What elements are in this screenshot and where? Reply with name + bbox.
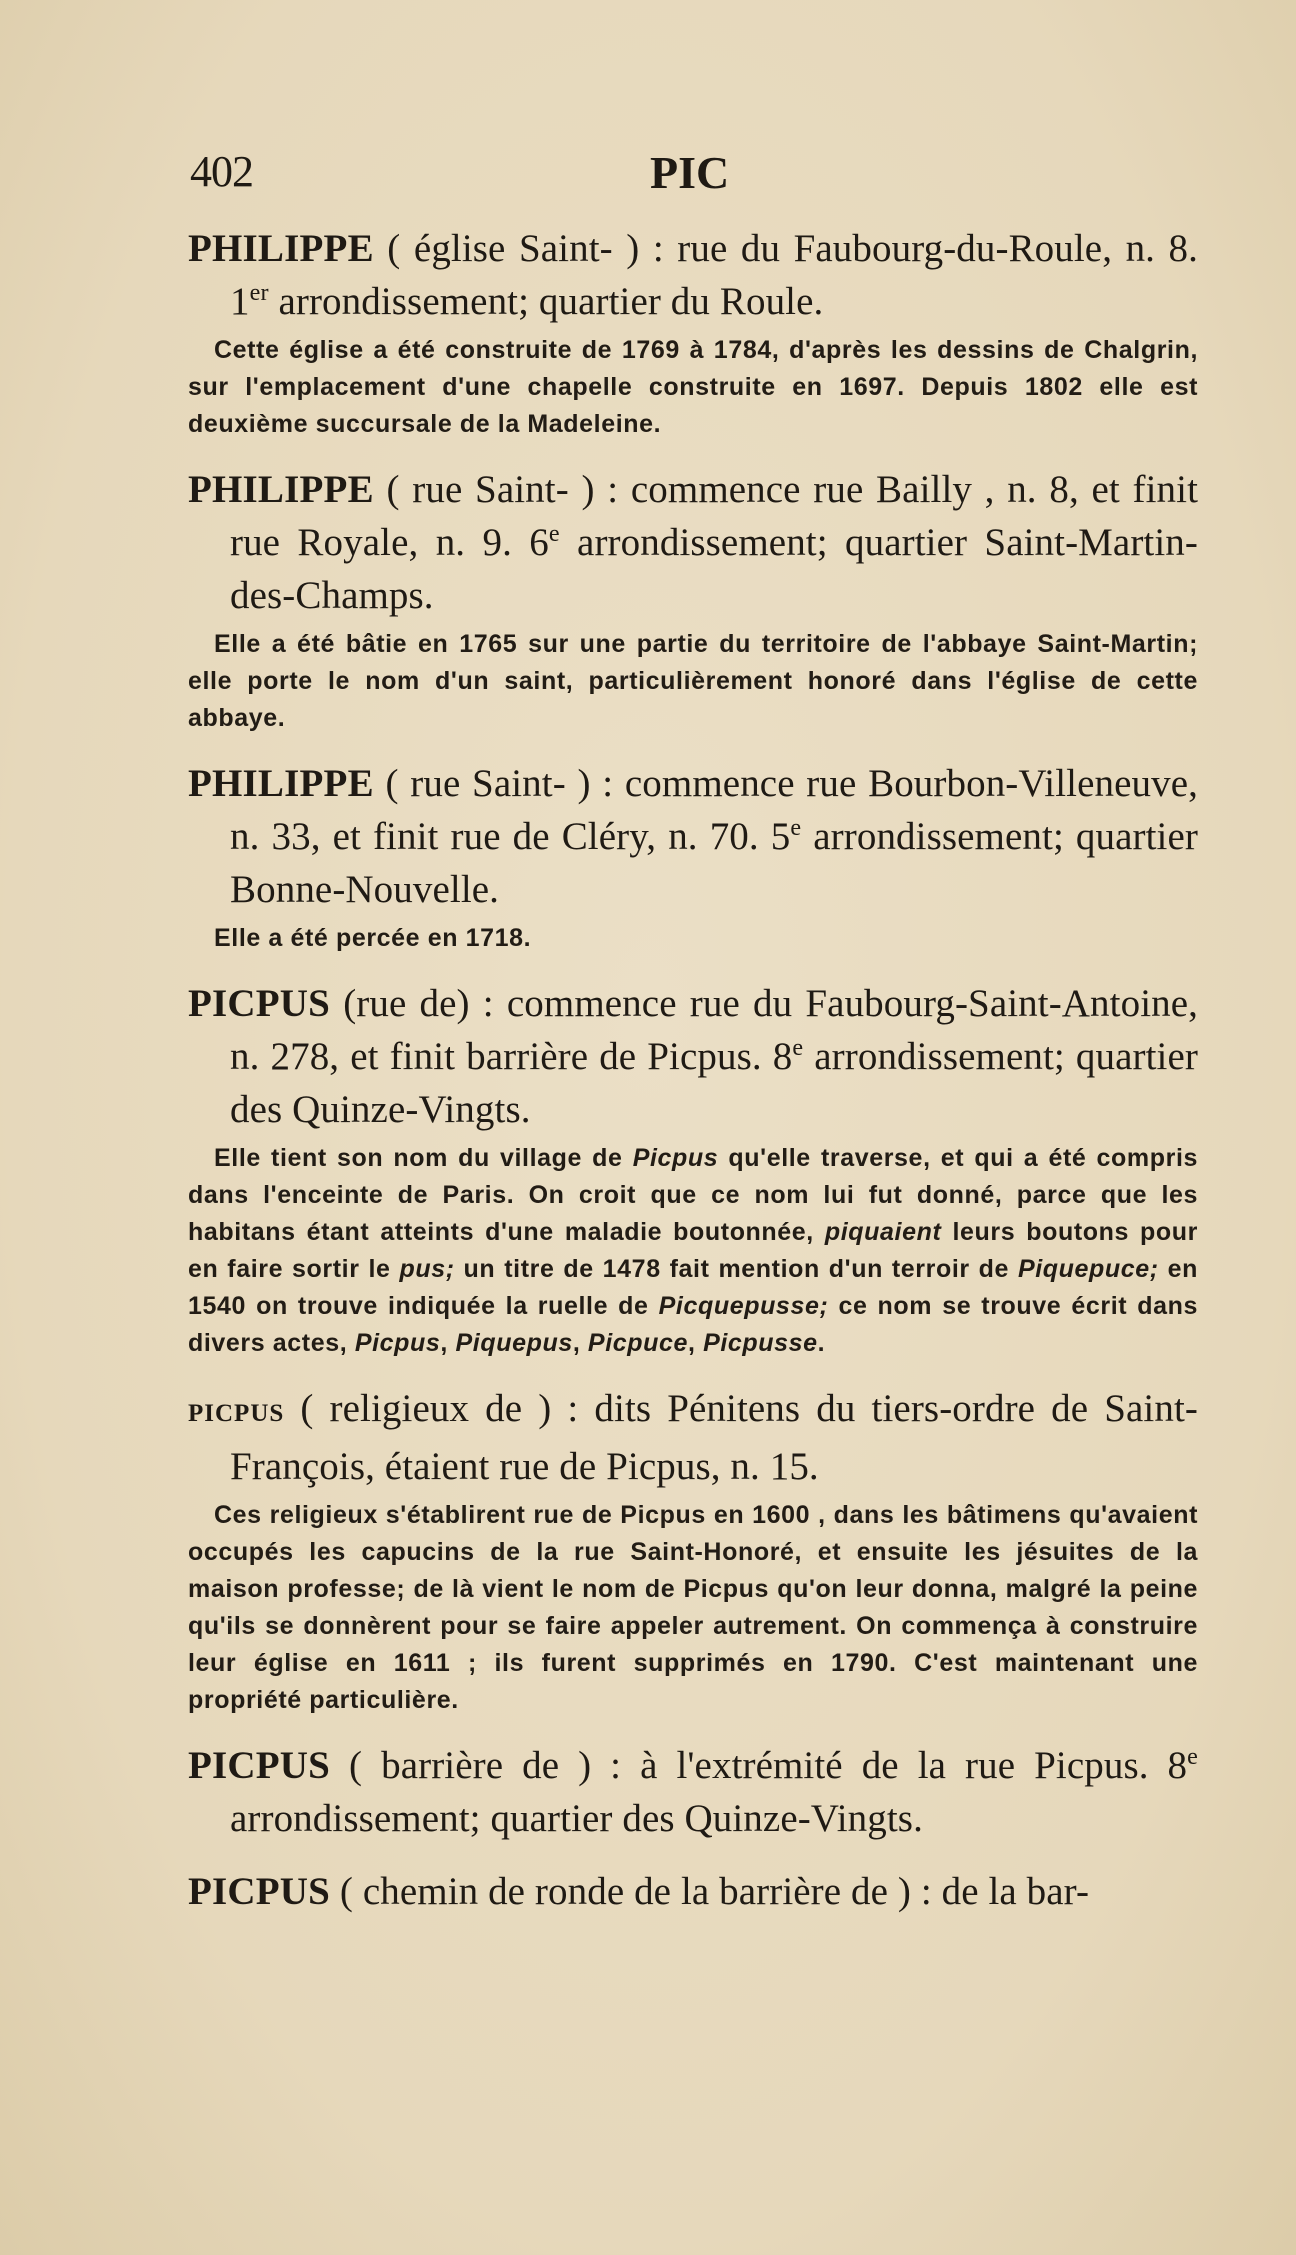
entry-note: Ces religieux s'établirent rue de Picpus en 1600 , dans les bâtimens qu'avaient occupés les capucins de la rue Saint-Honoré, et ensuite les jésuites de la maison professe; de là vient le nom de Picpus qu'on leur donna, malgré la peine qu'ils se donnèrent pour se faire appeler autrement. On commença à construire leur église en 1611 ; ils furent supprimés en 1790. C'est maintenant une propriété particulière.	[188, 1501, 1198, 1714]
entry-text: ( église Saint- ) : rue du Faubourg-du-Roule, n. 8. 1	[230, 227, 1198, 323]
note-text: ,	[440, 1329, 456, 1357]
entry-philippe-rue-6e	[188, 463, 1198, 737]
page-content	[188, 222, 1198, 1938]
entry-note	[188, 1140, 1198, 1362]
entry-picpus-chemin	[188, 1865, 1198, 1918]
entry-text: ( religieux de ) : dits Pénitens du tiers-ordre de Saint-François, étaient rue de Picpus, n. 15.	[230, 1387, 1198, 1488]
note-text: en 1540 on trouve indiquée la ruelle de	[188, 1255, 1199, 1320]
entry-text: ( rue Saint- ) : commence rue Bourbon-Villeneuve, n. 33, et finit rue de Cléry, n. 70. 5	[230, 762, 1198, 858]
headword: PHILIPPE	[188, 762, 374, 805]
headword: PICPUS	[188, 982, 331, 1025]
entry-heading	[188, 1382, 1198, 1493]
note-italic: Picpus	[632, 1144, 719, 1172]
note-italic: Picquepusse;	[658, 1292, 829, 1320]
entry-heading	[188, 977, 1198, 1136]
entry-heading	[188, 757, 1198, 916]
note-text: ,	[572, 1329, 588, 1357]
entry-picpus-barriere	[188, 1739, 1198, 1845]
entry-text: ( barrière de ) : à l'extrémité de la rue Picpus. 8	[330, 1744, 1188, 1787]
headword: PICPUS	[188, 1400, 285, 1427]
entry-text: arrondissement; quartier des Quinze-Vingts.	[230, 1797, 923, 1840]
note-italic: Picpusse	[703, 1329, 818, 1357]
page-number: 402	[190, 147, 253, 196]
entry-heading	[188, 463, 1198, 622]
headword: PHILIPPE	[188, 468, 374, 511]
entry-text: ( rue Saint- ) : commence rue Bailly , n. 8, et finit rue Royale, n. 9. 6	[230, 468, 1198, 564]
note-italic: Piquepus	[455, 1329, 573, 1357]
page-header	[190, 146, 1090, 196]
entry-note: Elle a été bâtie en 1765 sur une partie du territoire de l'abbaye Saint-Martin; elle porte le nom d'un saint, particulièrement honoré dans l'église de cette abbaye.	[188, 630, 1198, 732]
headword: PICPUS	[188, 1870, 331, 1913]
headword: PICPUS	[188, 1744, 331, 1787]
note-text: ce nom se trouve écrit dans divers actes,	[188, 1292, 1198, 1357]
entry-text: arrondissement; quartier du Roule.	[268, 280, 824, 323]
note-text: leurs boutons pour en faire sortir le	[188, 1218, 1198, 1283]
entry-philippe-rue-5e	[188, 757, 1198, 957]
entry-heading	[188, 1865, 1198, 1918]
entry-picpus-religieux	[188, 1382, 1198, 1719]
entry-text: arrondissement; quartier Saint-Martin-des-Champs.	[230, 521, 1198, 617]
note-text: un titre de 1478 fait mention d'un terroir de	[454, 1255, 1018, 1283]
note-text: qu'elle traverse, et qui a été compris dans l'enceinte de Paris. On croit que ce nom lui fut donné, parce que les habitans étant atteints d'une maladie boutonnée,	[188, 1144, 1198, 1246]
entry-note: Cette église a été construite de 1769 à 1784, d'après les dessins de Chalgrin, sur l'emplacement d'une chapelle construite en 1697. Depuis 1802 elle est deuxième succursale de la Madeleine.	[188, 336, 1198, 438]
note-text: .	[817, 1329, 826, 1357]
ordinal-suffix: e	[790, 814, 802, 841]
entry-text: arrondissement; quartier Bonne-Nouvelle.	[230, 815, 1198, 911]
entry-picpus-rue	[188, 977, 1198, 1362]
ordinal-suffix: e	[548, 520, 560, 547]
ordinal-suffix: e	[792, 1034, 804, 1061]
entry-text: (rue de) : commence rue du Faubourg-Saint-Antoine, n. 278, et finit barrière de Picpus. 8	[230, 982, 1198, 1078]
note-text: ,	[688, 1329, 704, 1357]
headword: PHILIPPE	[188, 227, 374, 270]
note-italic: piquaient	[824, 1218, 942, 1246]
note-italic: pus;	[399, 1255, 455, 1283]
ordinal-suffix: e	[1187, 1743, 1198, 1770]
ordinal-suffix: er	[249, 279, 269, 306]
note-italic: Piquepuce;	[1017, 1255, 1159, 1283]
entry-philippe-eglise	[188, 222, 1198, 443]
running-head: PIC	[650, 147, 730, 198]
entry-text: arrondissement; quartier des Quinze-Vingts.	[230, 1035, 1198, 1131]
entry-heading	[188, 1739, 1198, 1845]
entry-heading	[188, 222, 1198, 328]
note-italic: Picpuce	[587, 1329, 688, 1357]
entry-note: Elle a été percée en 1718.	[214, 924, 532, 952]
note-italic: Picpus	[354, 1329, 441, 1357]
note-text: Elle tient son nom du village de	[214, 1144, 633, 1172]
entry-text: ( chemin de ronde de la barrière de ) : de la bar-	[330, 1870, 1090, 1913]
